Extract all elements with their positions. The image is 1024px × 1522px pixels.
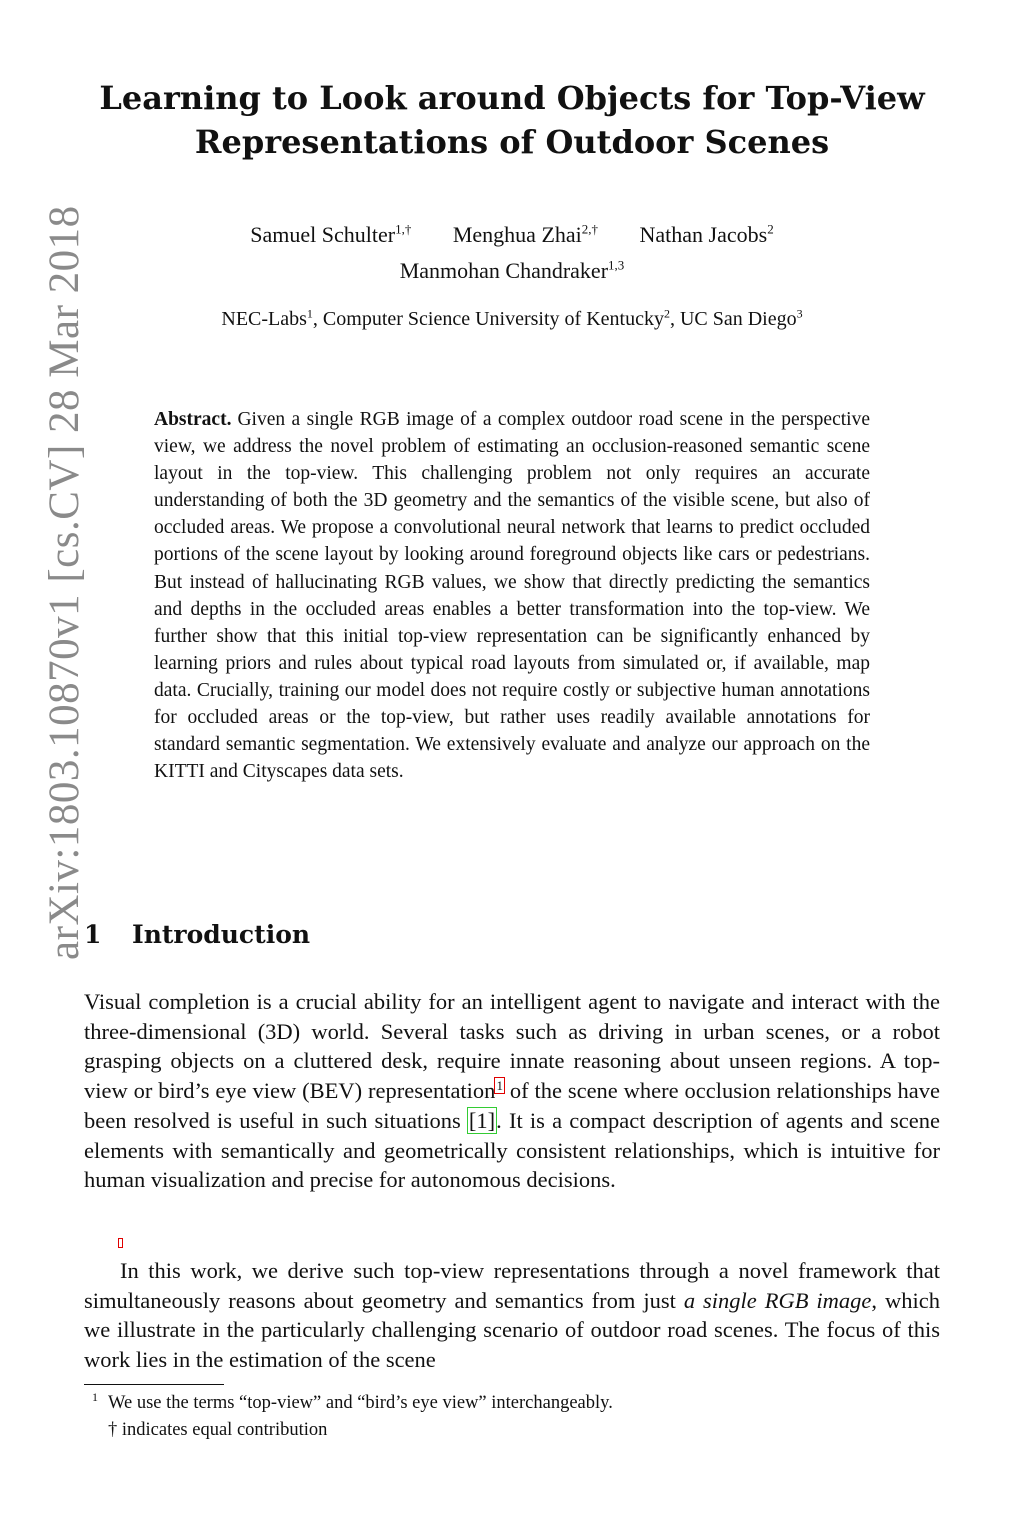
- affiliations: [96, 299, 928, 333]
- author: Menghua Zhai$^{2,\dagger}$: [452, 222, 599, 248]
- affiliation: UC San Diego$^3$: [679, 306, 803, 330]
- title-line-2: Representations of Outdoor Scenes: [194, 123, 830, 161]
- author: Samuel Schulter$^{1,\dagger}$: [250, 222, 412, 248]
- section-number: 1: [84, 920, 102, 949]
- intro-paragraph-2: In this work, we derive such top-view representations through a novel framework that simultaneously reasons about geometry and semantics from just a single RGB image, which we illustrate in the particularly challenging scenario of outdoor road scenes. The focus of this work lies in the estimation of the scene: [84, 1258, 940, 1373]
- affiliation: Computer Science University of Kentucky$^2$,: [322, 306, 680, 330]
- footnote-divider: [84, 1384, 224, 1385]
- affiliation: NEC-Labs$^1$,: [221, 306, 323, 330]
- footnote-link[interactable]: 1: [496, 1077, 503, 1093]
- title-line-1: Learning to Look around Objects for Top-View: [99, 79, 925, 117]
- footnote: † indicates equal contribution: [108, 1420, 328, 1440]
- intro-paragraph-1: Visual completion is a crucial ability for an intelligent agent to navigate and interact with the three-dimensional (3D) world. Several tasks such as driving in urban scenes, or a robot grasping objects on a cluttered desk, require innate reasoning about unseen regions. A top-view or bird’s eye view (BEV) representation$^1$ of the scene where occlusion relationships have been resolved is useful in such situations [1]. It is a compact description of agents and scene elements with semantically and geometrically consistent relationships, which is intuitive for human visualization and precise for autonomous decisions.: [84, 989, 940, 1193]
- footnote: 1 We use the terms “top-view” and “bird’s eye view” interchangeably.: [92, 1389, 613, 1413]
- emphasis-text: a single RGB image: [683, 1287, 872, 1313]
- author: Manmohan Chandraker$^{1,3}$: [399, 257, 625, 283]
- footnotes: [84, 1390, 940, 1444]
- section-heading: [84, 920, 310, 949]
- citation-link[interactable]: [1]: [468, 1107, 496, 1133]
- author: Nathan Jacobs$^2$: [639, 222, 774, 248]
- paper-title: [96, 76, 928, 164]
- abstract-text: Given a single RGB image of a complex outdoor road scene in the perspective view, we address the novel problem of estimating an occlusion-reasoned semantic scene layout in the top-view. This challenging problem not only requires an accurate understanding of both the 3D geometry and the semantics of the visible scene, but also of occluded areas. We propose a convolutional neural network that learns to predict occluded portions of the scene layout by looking around foreground objects like cars or pedestrians. But instead of hallucinating RGB values, we show that directly predicting the semantics and depths in the occluded areas enables a better transformation into the top-view. We further show that this initial top-view representation can be significantly enhanced by learning priors and rules about typical road layouts from simulated or, if available, map data. Crucially, training our model does not require costly or subjective human annotations for occluded areas or the top-view, but rather uses readily available annotations for standard semantic segmentation. We extensively evaluate and analyze our approach on the KITTI and Cityscapes data sets.: [154, 409, 870, 783]
- author-list: [96, 215, 928, 286]
- section-title: Introduction: [132, 920, 311, 949]
- abstract: [154, 406, 870, 785]
- link-anchor-marker: [118, 1238, 123, 1248]
- arxiv-identifier-stamp: arXiv:1803.10870v1 [cs.CV] 28 Mar 2018: [41, 205, 88, 960]
- abstract-label: Abstract.: [154, 409, 232, 430]
